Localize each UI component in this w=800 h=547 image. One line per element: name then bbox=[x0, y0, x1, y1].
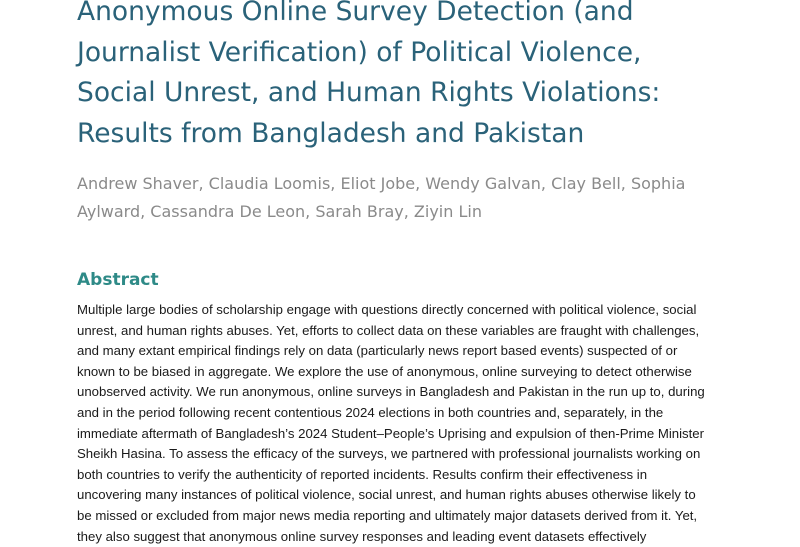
abstract-line: both countries to verify the authenticity of reported incidents. Results confirm their effectiveness in bbox=[77, 466, 648, 482]
abstract-line: uncovering many instances of political violence, social unrest, and human rights abuses otherwise likely to bbox=[77, 487, 696, 503]
title-line: Anonymous Online Survey Detection (and bbox=[77, 0, 634, 27]
abstract-line: unobserved activity. We run anonymous, online surveys in Bangladesh and Pakistan in the run up to, during bbox=[77, 384, 705, 400]
abstract-line: and many extant empirical findings rely on data (particularly news report based events) suspected of or bbox=[77, 343, 678, 359]
abstract-line: immediate aftermath of Bangladesh’s 2024 Student–People’s Uprising and expulsion of then-Prime Minister bbox=[77, 425, 705, 441]
abstract-line: Multiple large bodies of scholarship engage with questions directly concerned with political violence, social bbox=[77, 302, 697, 317]
abstract-line: known to be biased in aggregate. We explore the use of anonymous, online surveying to detect otherwise bbox=[77, 363, 692, 379]
abstract-line: unrest, and human rights abuses. Yet, efforts to collect data on these variables are fraught with challenges, bbox=[77, 322, 700, 338]
abstract-line: and in the period following recent contentious 2024 elections in both countries and, separately, in the bbox=[77, 404, 664, 420]
abstract-heading: Abstract bbox=[77, 270, 159, 290]
author-line: Andrew Shaver, Claudia Loomis, Eliot Jobe, Wendy Galvan, Clay Bell, Sophia bbox=[77, 174, 686, 193]
abstract-text bbox=[77, 300, 737, 547]
abstract-line: be missed or excluded from major news media reporting and ultimately major datasets derived from it. Yet, bbox=[77, 507, 698, 523]
paper-title bbox=[77, 0, 777, 154]
author-list bbox=[77, 170, 777, 226]
title-line: Journalist Verification) of Political Violence, bbox=[77, 36, 642, 68]
abstract-line: Sheikh Hasina. To assess the efficacy of the surveys, we partnered with professional journalists working on bbox=[77, 446, 701, 462]
title-line: Social Unrest, and Human Rights Violations: bbox=[77, 77, 661, 108]
author-line: Aylward, Cassandra De Leon, Sarah Bray, Ziyin Lin bbox=[77, 202, 482, 221]
title-line: Results from Bangladesh and Pakistan bbox=[77, 117, 585, 149]
abstract-line: they also suggest that anonymous online survey responses and leading event datasets effectively bbox=[77, 528, 647, 544]
